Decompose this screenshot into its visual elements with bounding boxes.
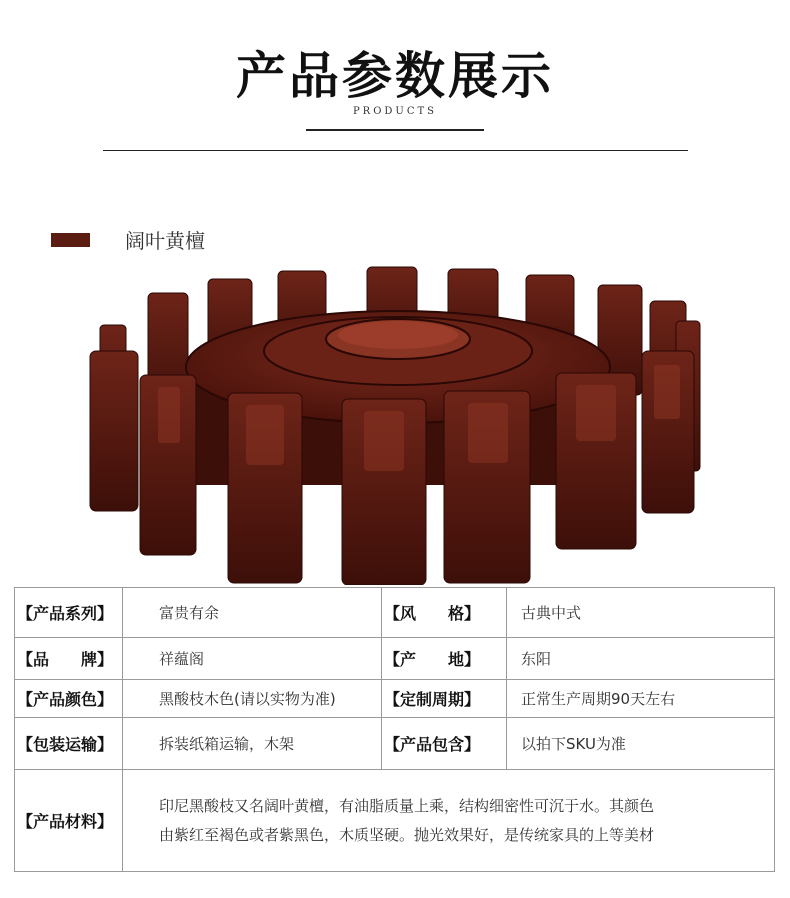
table-row (15, 680, 775, 718)
spec-value: 古典中式 (507, 588, 775, 638)
table-row (15, 718, 775, 770)
spec-value: 黑酸枝木色(请以实物为准) (123, 680, 382, 718)
table-row (15, 588, 775, 638)
spec-value: 东阳 (507, 638, 775, 680)
page-subtitle: PRODUCTS (352, 106, 438, 117)
table-row (15, 638, 775, 680)
material-description (123, 770, 775, 872)
material-line: 由紫红至褐色或者紫黑色，木质坚硬。抛光效果好，是传统家具的上等美材 (159, 825, 655, 844)
page-title: 产品参数展示 (236, 46, 554, 105)
spec-key: 【产品颜色】 (15, 680, 123, 718)
spec-value: 富贵有余 (123, 588, 382, 638)
product-photo (80, 255, 710, 585)
spec-table (14, 587, 775, 872)
spec-value: 祥蕴阁 (123, 638, 382, 680)
spec-key: 【品 牌】 (15, 638, 123, 680)
section-marker (51, 233, 90, 247)
spec-key: 【包装运输】 (15, 718, 123, 770)
spec-key: 【产品材料】 (15, 770, 123, 872)
table-row (15, 770, 775, 872)
spec-key: 【产 地】 (382, 638, 507, 680)
spec-key: 【产品包含】 (382, 718, 507, 770)
spec-value: 正常生产周期90天左右 (507, 680, 775, 718)
spec-key: 【风 格】 (382, 588, 507, 638)
spec-key: 【定制周期】 (382, 680, 507, 718)
section-label: 阔叶黄檀 (125, 229, 205, 253)
spec-key: 【产品系列】 (15, 588, 123, 638)
title-underline (306, 129, 484, 131)
header-divider (103, 150, 688, 151)
spec-value: 以拍下SKU为准 (507, 718, 775, 770)
material-line: 印尼黑酸枝又名阔叶黄檀，有油脂质量上乘，结构细密性可沉于水。其颜色 (159, 796, 655, 815)
spec-value: 拆装纸箱运输，木架 (123, 718, 382, 770)
